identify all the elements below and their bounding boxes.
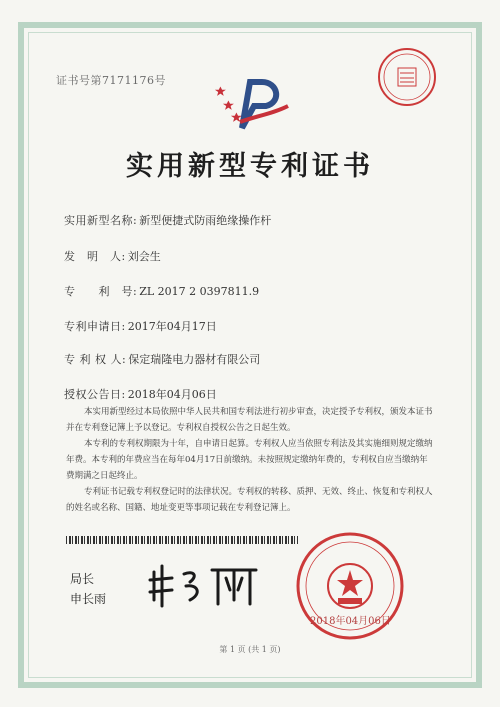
- filing-date-label: 专利申请日:: [64, 320, 126, 333]
- director-title: 局长: [70, 572, 95, 586]
- grant-date-label: 授权公告日:: [64, 388, 126, 401]
- grant-date: [64, 386, 217, 402]
- seal-date: 2018年04月06日: [310, 616, 391, 627]
- grant-date-value: 2018年04月06日: [127, 388, 217, 401]
- agency-seal-icon: [376, 46, 438, 108]
- filing-date-value: 2017年04月17日: [127, 320, 217, 333]
- patent-office-logo-icon: [212, 76, 292, 134]
- body-paragraph: 专利证书记载专利权登记时的法律状况。专利权的转移、质押、无效、终止、恢复和专利权人的姓名或名称、国籍、地址变更等事项记载在专利登记簿上。: [66, 487, 433, 513]
- patent-holder-label: 专 利 权 人:: [64, 353, 127, 366]
- director-signature-icon: [146, 560, 266, 610]
- inventor-label: 发 明 人:: [64, 250, 126, 263]
- utility-model-name-value: 新型便捷式防雨绝缘操作杆: [139, 214, 272, 227]
- certificate-title: 实用新型专利证书: [126, 151, 374, 182]
- patent-number: [64, 283, 259, 299]
- patent-holder: [64, 351, 260, 367]
- barcode: [66, 536, 298, 544]
- inventor: [64, 248, 161, 264]
- body-paragraph: 本专利的专利权期限为十年，自申请日起算。专利权人应当依照专利法及其实施细则规定缴纳年费。本专利的年费应当在每年04月17日前缴纳。未按照规定缴纳年费的，专利权自应当缴纳年费期满之日起终止。: [66, 439, 433, 481]
- patent-number-label: 专 利 号:: [64, 285, 138, 298]
- certificate-number: 证书号第7171176号: [56, 74, 166, 87]
- director-name: 申长雨: [70, 592, 107, 606]
- patent-number-value: ZL 2017 2 0397811.9: [139, 285, 260, 298]
- utility-model-name-label: 实用新型名称:: [64, 214, 138, 227]
- certificate-body: [66, 404, 434, 516]
- patent-holder-value: 保定瑞隆电力器材有限公司: [128, 353, 261, 366]
- utility-model-name: [64, 212, 271, 228]
- filing-date: [64, 318, 217, 334]
- inventor-value: 刘会生: [127, 250, 161, 263]
- body-paragraph: 本实用新型经过本局依照中华人民共和国专利法进行初步审查，决定授予专利权，颁发本证书并在专利登记簿上予以登记。专利权自授权公告之日起生效。: [66, 407, 433, 433]
- page-number: 第 1 页 (共 1 页): [219, 645, 281, 654]
